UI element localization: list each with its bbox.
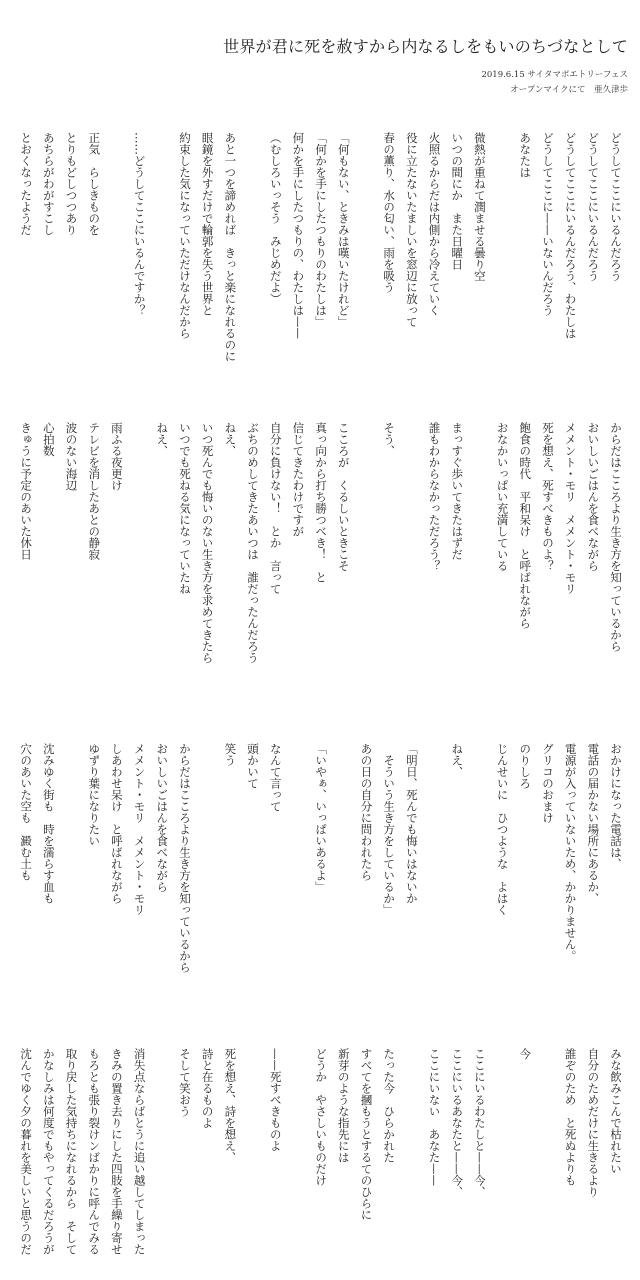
poem-line: どうしてここに——いないんだろう <box>540 132 555 316</box>
poem-line: ゆずり葉になりたい <box>87 743 102 847</box>
poem-line: 「いやぁ、いっぱいあるよ」 <box>314 743 329 893</box>
poem-line: そう、 <box>382 422 397 457</box>
poem-line <box>468 422 491 664</box>
poem-line: まっすぐ歩いてきたはずだ <box>450 422 465 560</box>
byline-author: オープンマイクにて 亜久津歩 <box>510 85 628 95</box>
poem-line <box>151 132 174 362</box>
poem-line: すべてを摑もうとするてのひらに <box>359 1048 374 1221</box>
poem-line: ねえ、 <box>223 422 238 457</box>
poem-line: 「何かを手にしたつもりのわたしは」 <box>314 132 329 328</box>
poem-line: メメント・モリ メメント・モリ <box>132 743 147 916</box>
poem-line: あの日の自分に問われたら <box>359 743 374 881</box>
poem-line: そして笑おう <box>177 1048 192 1117</box>
poem-line: 誰ぞのため と死ぬよりも <box>563 1048 578 1186</box>
poem-line: ここにいるわたしと——今、 <box>472 1048 487 1198</box>
poem-line: いつ死んでも悔いのない生き方を求めてきたら <box>200 422 215 664</box>
byline-event: 2019.6.15 サイタマポエトリーフェス <box>481 70 628 80</box>
poem-line: 火照るからだは内側から冷えていく <box>427 132 442 316</box>
poem-line: 役に立たないたましいを窓辺に放って <box>404 132 419 328</box>
poem-line: ここにいない あなた—— <box>427 1048 442 1186</box>
poem-line: 信じてきたわけですが <box>291 422 306 537</box>
poem-line: のりしろ <box>518 743 533 789</box>
poem-line <box>241 132 264 362</box>
poem-line: 微熱が重ねて潤ませる曇り空 <box>472 132 487 282</box>
poem-line: 自分のためだけに生きるより <box>586 1048 601 1198</box>
poem-line <box>468 743 491 973</box>
poem-line: とりもどしつつあり <box>64 132 79 236</box>
poem-line: いつの間にか また日曜日 <box>450 132 465 270</box>
poem-tier-1 <box>14 132 627 362</box>
poem-line: 沈んでゆく夕の暮れを美しいと思うのだ <box>19 1048 34 1255</box>
poem-line: たった今 ひらかれた <box>382 1048 397 1163</box>
poem-line: 雨ふる夜更け <box>109 422 124 491</box>
poem-line: からだはこころより生き方を知っているから <box>177 743 192 973</box>
poem-line: おいしいごはんを食べながら <box>155 743 170 893</box>
poem-line: ねえ、 <box>155 422 170 457</box>
poem-line: じんせいに ひつような よはく <box>495 743 510 916</box>
poem-line <box>536 1048 559 1255</box>
poem-line: 何かを手にしたつもりの、わたしは—— <box>291 132 306 339</box>
poem-line: みな飲みこんで枯れたい <box>609 1048 623 1175</box>
poem-line: どうか やさしいものだけ <box>314 1048 329 1186</box>
poem-line: 眼鏡を外すだけで輪郭を失う世界と <box>200 132 215 316</box>
poem-tier-2 <box>14 422 627 664</box>
poem-line: おいしいごはんを食べながら <box>586 422 601 572</box>
byline <box>481 68 628 98</box>
poem-line: どうしてここにいるんだろう、わたしは <box>563 132 578 339</box>
poem-line: もろとも張り裂けンばかりに呼んでみる <box>87 1048 102 1255</box>
poem-line <box>128 422 151 664</box>
poem-title: 世界が君に死を赦すから内なるしをもいのちづなとして <box>223 37 628 56</box>
poem-line: 今 <box>518 1048 533 1060</box>
poem-line <box>287 743 310 973</box>
poem-line: 「明日、死んでも悔いはないか <box>404 743 419 904</box>
poem-line: 詩と在るものよ <box>200 1048 215 1129</box>
poem-line: 電話の届かない場所にあるか、 <box>586 743 601 904</box>
poem-line: おかけになった電話は、 <box>609 743 623 870</box>
poem-line: あちらがわがすこし <box>41 132 56 236</box>
poem-line: そういう生き方をしているか」 <box>382 743 397 916</box>
poem-line: 穴のあいた空も 澱む土も <box>19 743 34 881</box>
poem-line <box>400 422 423 664</box>
poem-line: ぶちのめしてきたあいつは 誰だったんだろう <box>246 422 260 664</box>
poem-line: 笑う <box>223 743 238 766</box>
poem-line: 取り戻した気持ちになれるから そして <box>64 1048 79 1255</box>
poem-line: 自分に負けない！ とか 言って <box>268 422 283 595</box>
poem-line: あなたは <box>518 132 533 178</box>
poem-line <box>60 743 83 973</box>
poem-line: 頭かいて <box>246 743 260 789</box>
poem-line <box>400 1048 423 1255</box>
poem-line: 「何もない、ときみは嘆いたけれど」 <box>336 132 351 328</box>
poem-line: 新芽のような指先には <box>336 1048 351 1163</box>
poem-line <box>105 132 128 362</box>
poem-line: きみの置き去りにした四肢を手繰り寄せ <box>109 1048 124 1255</box>
poem-line: おなかいっぱい充満している <box>495 422 510 572</box>
poem-line: 心拍数 <box>41 422 56 457</box>
poem-line: 春の薫り、水の匂い、雨を吸う <box>382 132 397 293</box>
poem-line: ……どうしてここにいるんですか？ <box>132 132 147 316</box>
poem-line: あと一つを諦めれば きっと楽になれるのに <box>223 132 238 362</box>
poem-line: かなしみは何度でもやってくるだろうが <box>41 1048 56 1255</box>
poem-line: ——死すべきものよ <box>268 1048 283 1152</box>
poem-line: からだはこころより生き方を知っているから <box>609 422 623 652</box>
poem-line: 約束した気になっていただけなんだから <box>177 132 192 339</box>
poem-line: いつでも死ねる気になっていたね <box>177 422 192 595</box>
poem-line <box>287 1048 310 1255</box>
poem-line: グリコのおまけ <box>540 743 555 824</box>
poem-line <box>332 743 355 973</box>
poem-line: なんて言って <box>268 743 283 812</box>
poem-line: 沈みゆく街も 時を濡らす血も <box>41 743 56 904</box>
poem-line: ねえ、 <box>450 743 465 778</box>
poem-line <box>491 1048 514 1255</box>
poem-line: どうしてここにいるんだろう <box>609 132 623 282</box>
poem-line: 死を想え、詩を想え、 <box>223 1048 238 1163</box>
poem-tier-4 <box>14 1048 627 1255</box>
poem-line: メメント・モリ メメント・モリ <box>563 422 578 595</box>
poem-line: 波のない海辺 <box>64 422 79 491</box>
poem-line: どうしてここにいるんだろう <box>586 132 601 282</box>
poem-line: 消失点ならばとうに追い越してしまった <box>132 1048 147 1255</box>
poem-line: こころが くるしいときこそ <box>336 422 351 572</box>
poem-line: 正気 らしきものを <box>87 132 102 236</box>
poem-line: 電源が入っていないため、かかりません。 <box>563 743 578 962</box>
poem-line <box>491 132 514 362</box>
poem-line <box>241 1048 264 1255</box>
poem-line: 誰もわからなかっただろう？ <box>427 422 442 572</box>
poem-line: テレビを消したあとの静寂 <box>87 422 102 560</box>
poem-line <box>355 132 378 362</box>
poem-line: しあわせ呆け と呼ばれながら <box>109 743 124 904</box>
poem-line <box>151 1048 174 1255</box>
poem-line: 飽食の時代 平和呆け と呼ばれながら <box>518 422 533 629</box>
poem-line <box>355 422 378 664</box>
poem-line: ここにいるあなたと——今、 <box>450 1048 465 1198</box>
poem-line <box>196 743 219 973</box>
poem-line: とおくなったようだ <box>19 132 34 236</box>
poem-line: 死を想え、死すべきものよ？ <box>540 422 555 572</box>
poem-line: （むしろいっそう みじめだよ） <box>268 132 283 305</box>
poem-tier-3 <box>14 743 627 973</box>
poem-line: きゅうに予定のあいた休日 <box>19 422 34 560</box>
poem-line: 真っ向から打ち勝つべき！ と <box>314 422 329 583</box>
poem-line <box>423 743 446 973</box>
